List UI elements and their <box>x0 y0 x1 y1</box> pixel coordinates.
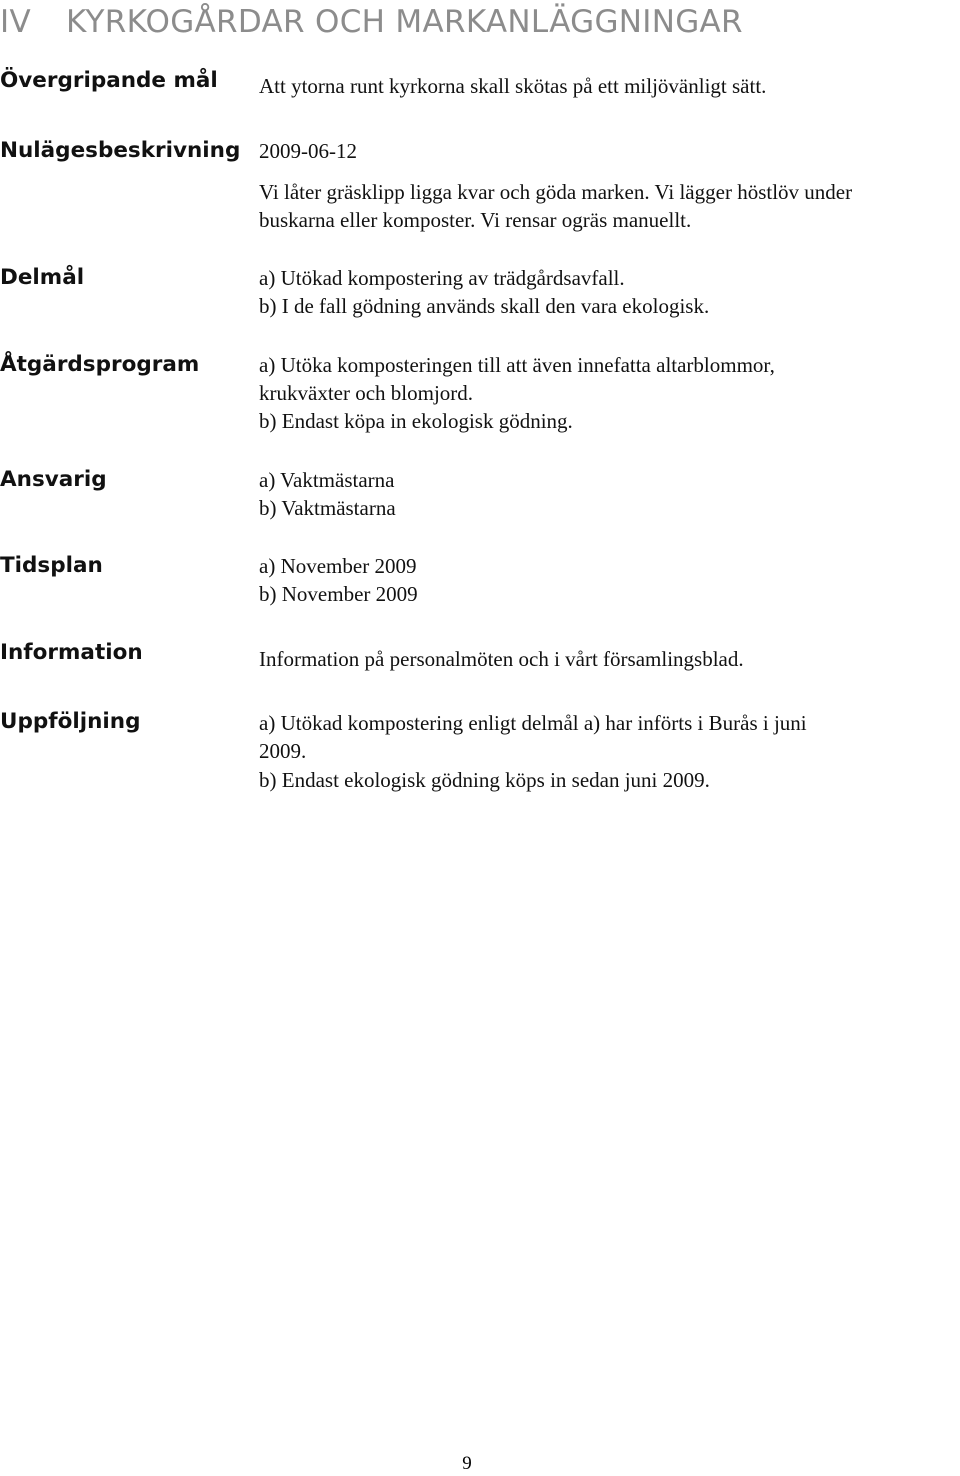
atgardsprogram-item: b) Endast köpa in ekologisk gödning. <box>259 409 573 433</box>
tidsplan-item: a) November 2009 <box>259 554 417 578</box>
uppfoljning-item: a) Utökad kompostering enligt delmål a) har införts i Burås i juni <box>259 711 807 735</box>
atgardsprogram-item: krukväxter och blomjord. <box>259 381 474 405</box>
delmal-item: b) I de fall gödning används skall den vara ekologisk. <box>259 294 710 318</box>
ansvarig-item: b) Vaktmästarna <box>259 496 396 520</box>
delmal-item: a) Utökad kompostering av trädgårdsavfall. <box>259 266 625 290</box>
chapter-number: IV <box>0 4 31 40</box>
section-label-information: Information <box>0 640 143 665</box>
nulagesbeskrivning-date: 2009-06-12 <box>259 139 357 163</box>
section-label-delmal: Delmål <box>0 265 85 290</box>
section-label-nulagesbeskrivning: Nulägesbeskrivning <box>0 138 241 163</box>
chapter-title: KYRKOGÅRDAR OCH MARKANLÄGGNINGAR <box>66 4 743 40</box>
nulagesbeskrivning-text-line: Vi låter gräsklipp ligga kvar och göda marken. Vi lägger höstlöv under <box>259 180 853 204</box>
section-label-uppfoljning: Uppföljning <box>0 709 141 734</box>
section-label-tidsplan: Tidsplan <box>0 553 103 578</box>
nulagesbeskrivning-text-line: buskarna eller komposter. Vi rensar ogräs manuellt. <box>259 208 692 232</box>
page-number: 9 <box>462 1453 472 1474</box>
page-title <box>0 4 743 40</box>
tidsplan-item: b) November 2009 <box>259 582 418 606</box>
section-label-overgripande-mal: Övergripande mål <box>0 68 218 93</box>
information-text: Information på personalmöten och i vårt församlingsblad. <box>259 647 744 671</box>
section-label-atgardsprogram: Åtgärdsprogram <box>0 352 200 377</box>
uppfoljning-item: b) Endast ekologisk gödning köps in sedan juni 2009. <box>259 768 710 792</box>
uppfoljning-item: 2009. <box>259 739 307 763</box>
atgardsprogram-item: a) Utöka komposteringen till att även innefatta altarblommor, <box>259 353 775 377</box>
section-label-ansvarig: Ansvarig <box>0 467 107 492</box>
overgripande-mal-text: Att ytorna runt kyrkorna skall skötas på ett miljövänligt sätt. <box>259 74 767 98</box>
ansvarig-item: a) Vaktmästarna <box>259 468 395 492</box>
